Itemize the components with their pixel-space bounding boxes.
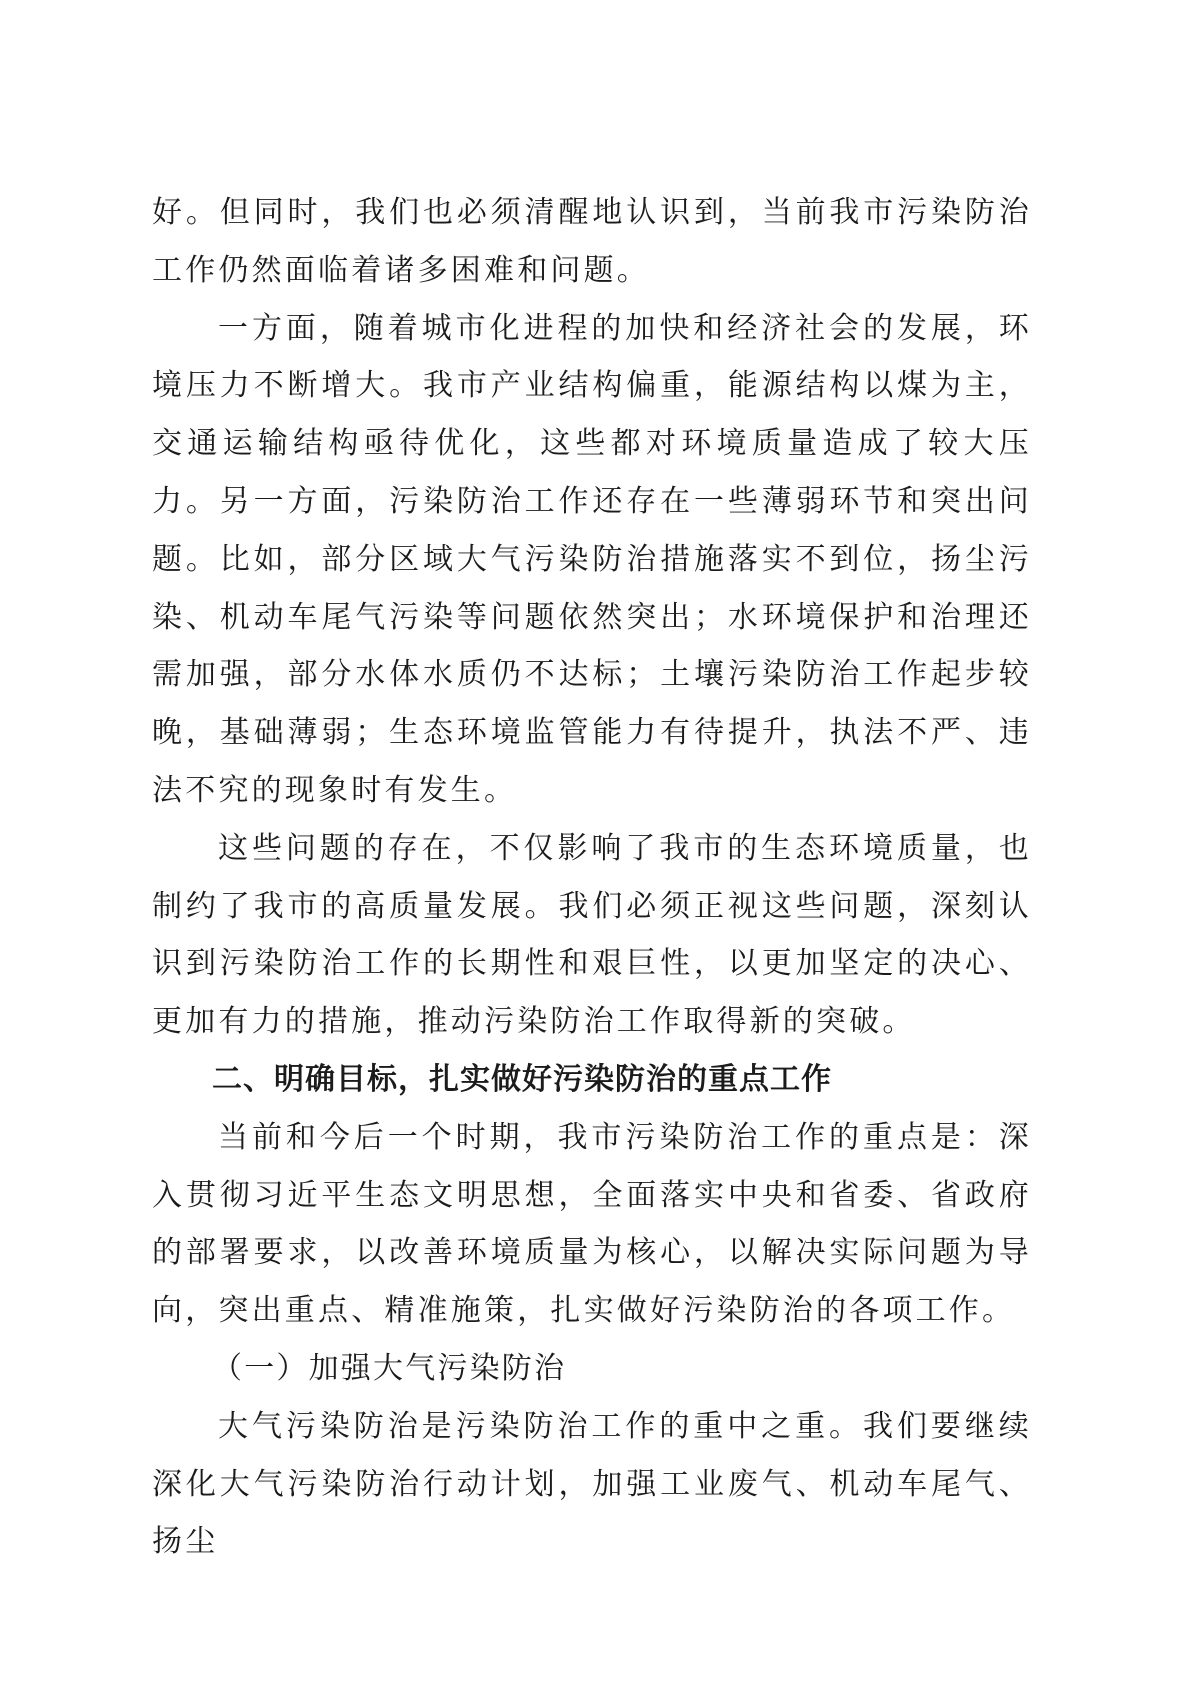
paragraph-2: 一方面，随着城市化进程的加快和经济社会的发展，环境压力不断增大。我市产业结构偏重，能源结构以煤为主，交通运输结构亟待优化，这些都对环境质量造成了较大压力。另一方面，污染防治工作还存在一些薄弱环节和突出问题。比如，部分区域大气污染防治措施落实不到位，扬尘污染、机动车尾气污染等问题依然突出；水环境保护和治理还需加强，部分水体水质仍不达标；土壤污染防治工作起步较晚，基础薄弱；生态环境监管能力有待提升，执法不严、违法不究的现象时有发生。 bbox=[152, 310, 1032, 808]
paragraph-4: 当前和今后一个时期，我市污染防治工作的重点是：深入贯彻习近平生态文明思想，全面落实中央和省委、省政府的部署要求，以改善环境质量为核心，以解决实际问题为导向，突出重点、精准施策，扎实做好污染防治的各项工作。 bbox=[152, 1119, 1032, 1329]
document-body bbox=[152, 184, 1032, 1571]
paragraph-1: 好。但同时，我们也必须清醒地认识到，当前我市污染防治工作仍然面临着诸多困难和问题。 bbox=[152, 195, 1032, 288]
subsection-heading: （一）加强大气污染防治 bbox=[212, 1350, 567, 1386]
section-heading: 二、明确目标，扎实做好污染防治的重点工作 bbox=[212, 1061, 832, 1097]
paragraph-3: 这些问题的存在，不仅影响了我市的生态环境质量，也制约了我市的高质量发展。我们必须正视这些问题，深刻认识到污染防治工作的长期性和艰巨性，以更加坚定的决心、更加有力的措施，推动污染防治工作取得新的突破。 bbox=[152, 830, 1032, 1040]
paragraph-5: 大气污染防治是污染防治工作的重中之重。我们要继续深化大气污染防治行动计划，加强工业废气、机动车尾气、扬尘 bbox=[152, 1408, 1032, 1560]
